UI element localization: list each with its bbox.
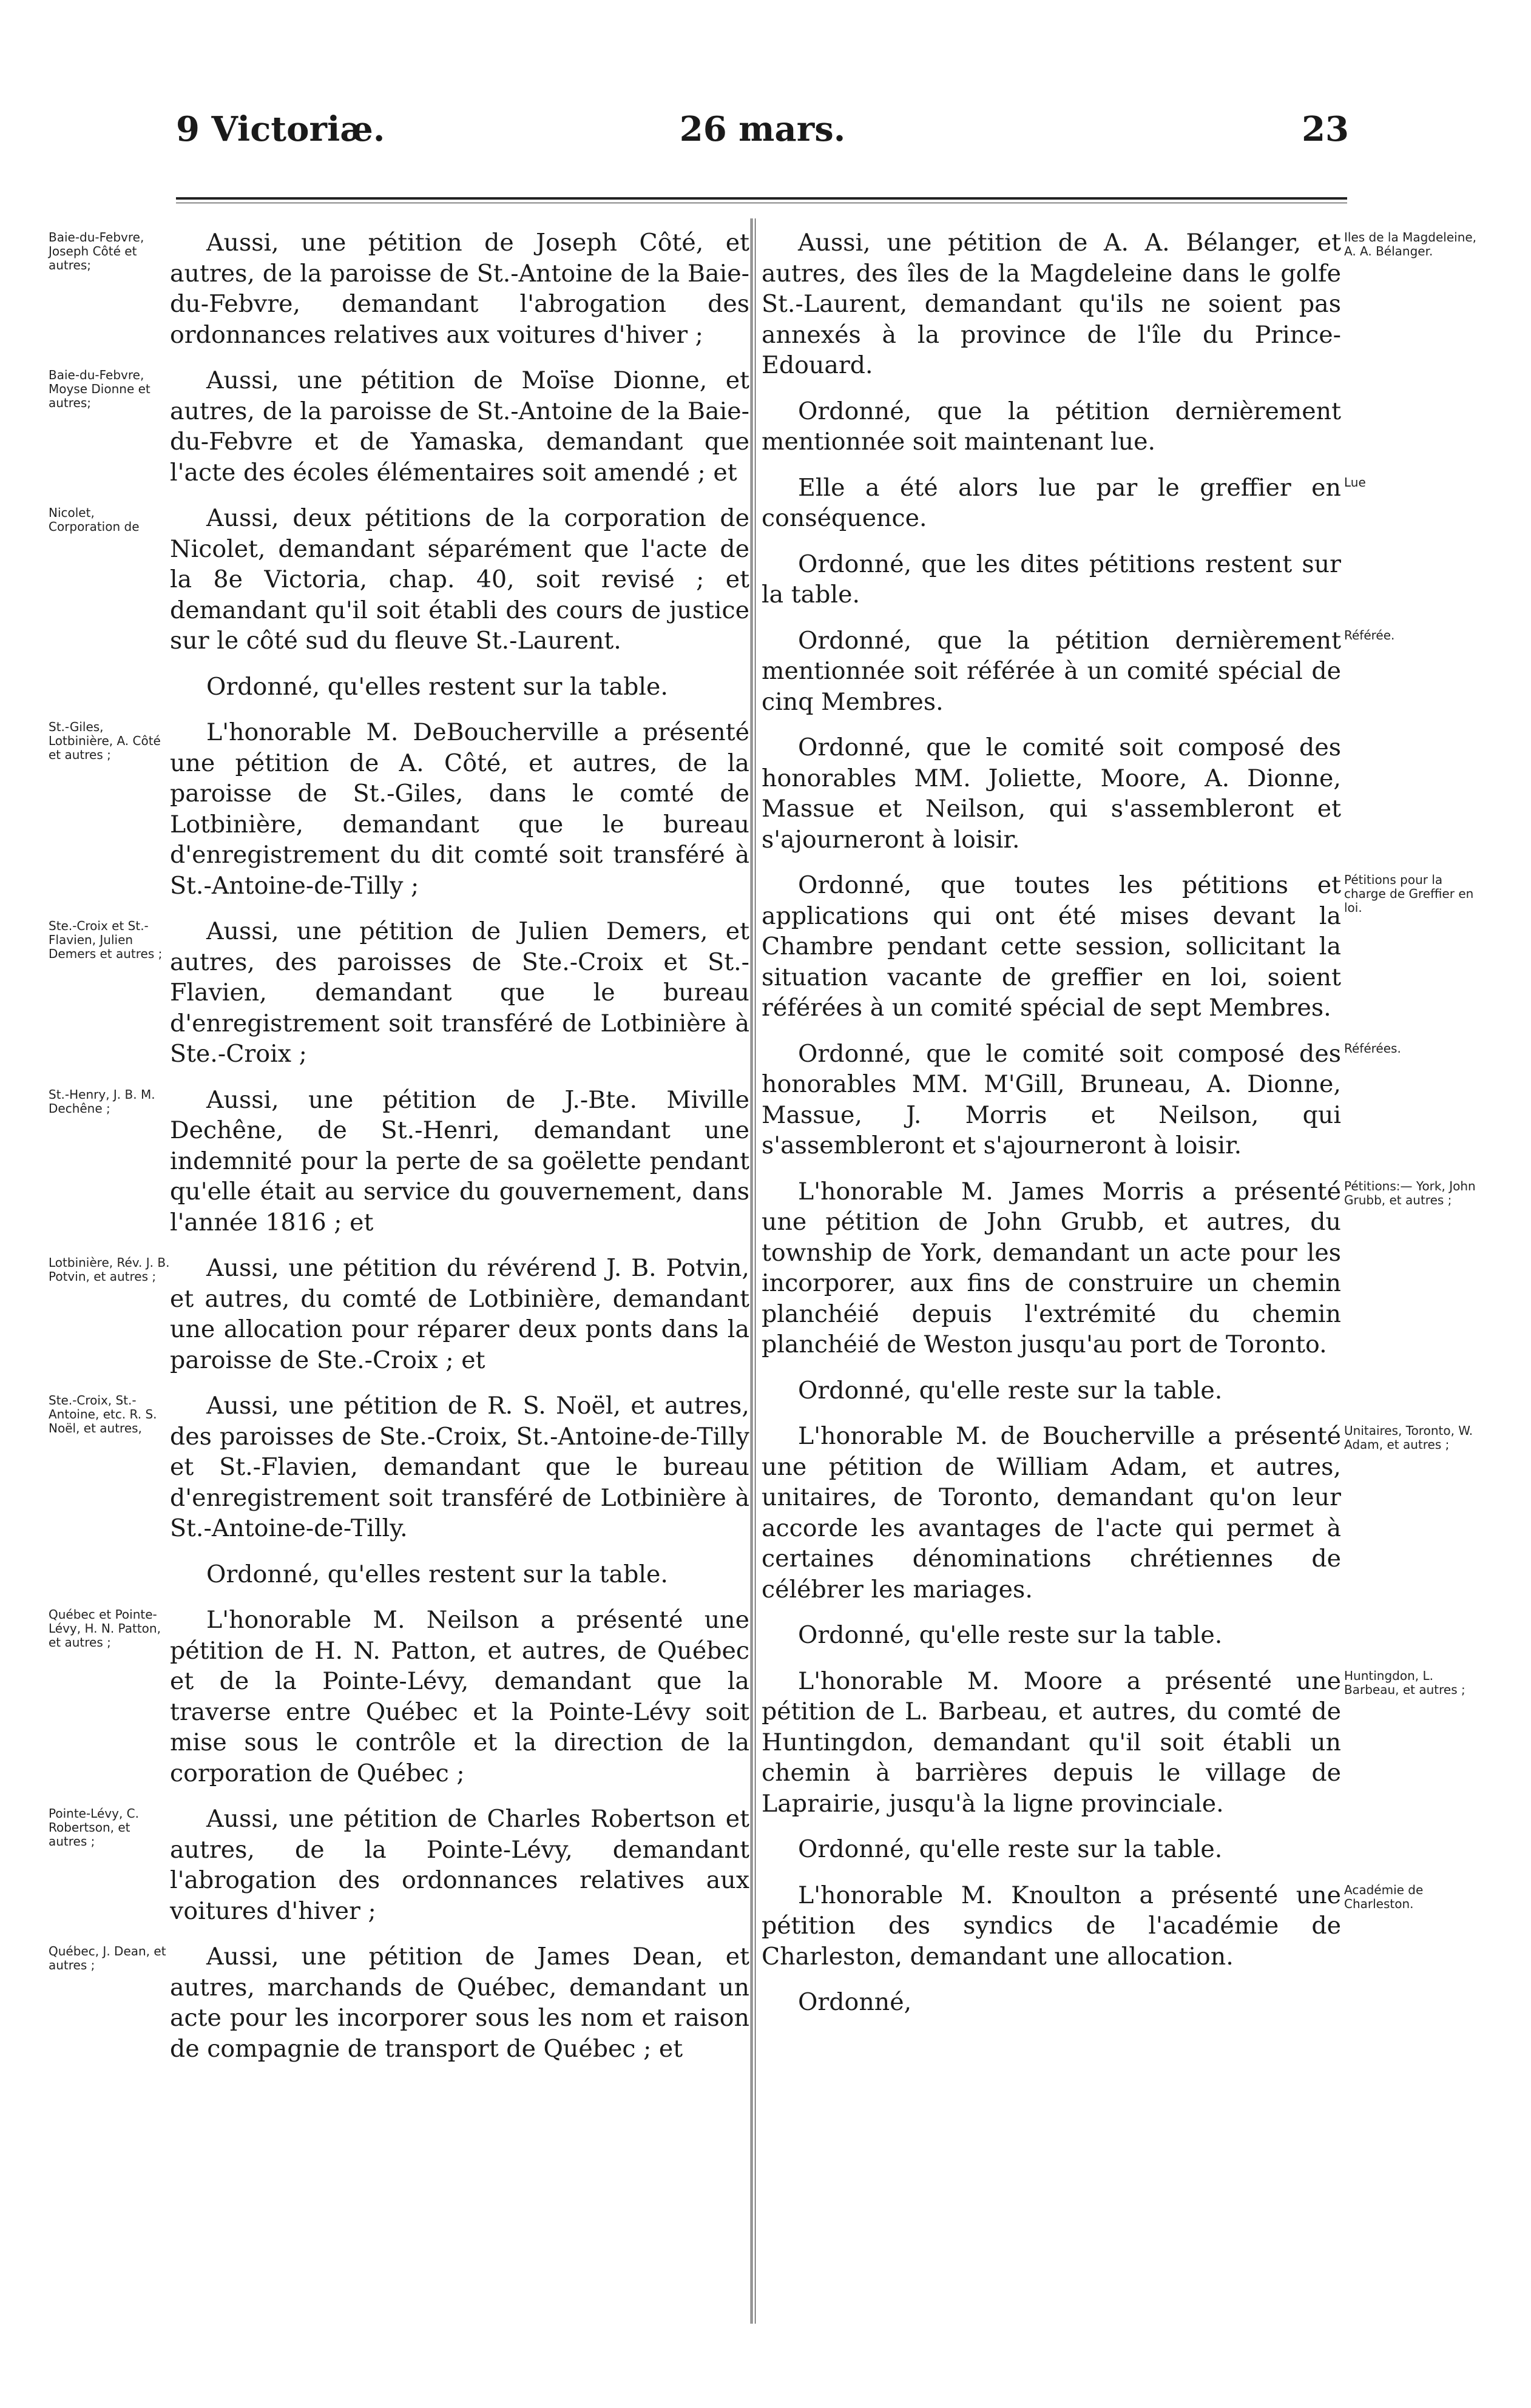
paragraph-text: Aussi, une pétition de Joseph Côté, et autres, de la paroisse de St.-Antoine de la Baie-du-Febvre, demandant l'abrogation des ordonnances relatives aux voitures d'hiver ; (170, 229, 749, 349)
paragraph-text: Aussi, une pétition de James Dean, et autres, marchands de Québec, demandant un acte pour les incorporer sous les nom et raison de compagnie de transport de Québec ; et (170, 1943, 749, 2063)
margin-note: Ste.-Croix, St.-Antoine, etc. R. S. Noël, et autres, (49, 1393, 157, 1435)
margin-note: Lue (1344, 475, 1366, 490)
right-paragraph (762, 1987, 1341, 2018)
paragraph-text: Aussi, une pétition de A. A. Bélanger, et autres, des îles de la Magdeleine dans le golfe St.-Laurent, demandant qu'ils ne soient pas annexés à la province de l'île du Prince-Edouard. (762, 229, 1341, 379)
left-paragraph (170, 1559, 749, 1590)
left-paragraph (170, 1391, 749, 1544)
header-left: 9 Victoriæ. (176, 109, 385, 149)
margin-note: St.-Giles, Lotbinière, A. Côté et autres ; (49, 720, 161, 762)
left-paragraph (170, 1941, 749, 2064)
paragraph-text: Ordonné, (798, 1988, 912, 2016)
margin-note: Huntingdon, L. Barbeau, et autres ; (1344, 1668, 1465, 1697)
paragraph-text: Ordonné, que la pétition dernièrement mentionnée soit référée à un comité spécial de cinq Membres. (762, 626, 1341, 716)
left-paragraph (170, 1085, 749, 1238)
right-paragraph (762, 549, 1341, 610)
paragraph-text: Aussi, une pétition de J.-Bte. Miville Dechêne, de St.-Henri, demandant une indemnité pour la perte de sa goëlette pendant qu'elle était au service du gouvernement, dans l'année 1816 ; et (170, 1085, 749, 1236)
paragraph-text: Ordonné, que le comité soit composé des honorables MM. Joliette, Moore, A. Dionne, Massue et Neilson, qui s'assembleront et s'ajourneront à loisir. (762, 734, 1341, 854)
right-paragraph (762, 396, 1341, 457)
left-paragraph (170, 717, 749, 901)
paragraph-text: Aussi, une pétition de Julien Demers, et autres, des paroisses de Ste.-Croix et St.-Flavien, demandant que le bureau d'enregistrement soit transféré de Lotbinière à Ste.-Croix ; (170, 917, 749, 1068)
left-paragraph (170, 916, 749, 1070)
right-paragraph (762, 732, 1341, 855)
header-center: 26 mars. (679, 109, 846, 149)
paragraph-text: L'honorable M. Moore a présenté une pétition de L. Barbeau, et autres, du comté de Huntingdon, demandant qu'il soit établi un chemin à barrières depuis le village de Laprairie, jusqu'à la ligne provinciale. (762, 1667, 1341, 1818)
paragraph-text: Ordonné, que les dites pétitions restent sur la table. (762, 550, 1341, 609)
left-paragraph (170, 672, 749, 703)
margin-note: Baie-du-Febvre, Moyse Dionne et autres; (49, 368, 150, 410)
right-paragraph (762, 1834, 1341, 1865)
paragraph-text: L'honorable M. DeBoucherville a présenté une pétition de A. Côté, et autres, de la paroisse de St.-Giles, dans le comté de Lotbinière, demandant que le bureau d'enregistrement du dit comté soit transféré à St.-Antoine-de-Tilly ; (170, 718, 749, 900)
right-paragraph (762, 1620, 1341, 1651)
margin-note: Baie-du-Febvre, Joseph Côté et autres; (49, 230, 144, 272)
margin-note: Référée. (1344, 628, 1395, 642)
left-paragraph (170, 503, 749, 656)
paragraph-text: Ordonné, que la pétition dernièrement mentionnée soit maintenant lue. (762, 397, 1341, 456)
right-paragraph (762, 473, 1341, 534)
margin-note: Lotbinière, Rév. J. B. Potvin, et autres ; (49, 1255, 170, 1284)
left-paragraph (170, 365, 749, 488)
margin-note: Ste.-Croix et St.-Flavien, Julien Demers et autres ; (49, 919, 163, 961)
paragraph-text: L'honorable M. de Boucherville a présenté une pétition de William Adam, et autres, unitaires, de Toronto, demandant qu'on leur accorde les avantages de l'acte qui permet à certaines dénominations chrétiennes de célébrer les mariages. (762, 1422, 1341, 1604)
right-paragraph (762, 228, 1341, 381)
left-paragraph (170, 1253, 749, 1375)
left-column (170, 228, 749, 2079)
paragraph-text: Ordonné, qu'elle reste sur la table. (798, 1621, 1223, 1649)
right-paragraph (762, 1421, 1341, 1605)
margin-note: Référées. (1344, 1041, 1401, 1056)
margin-note: Unitaires, Toronto, W. Adam, et autres ; (1344, 1423, 1473, 1452)
margin-note: Nicolet, Corporation de (49, 505, 140, 534)
paragraph-text: Ordonné, que le comité soit composé des honorables MM. M'Gill, Bruneau, A. Dionne, Massue, J. Morris et Neilson, qui s'assembleront et s'ajourneront à loisir. (762, 1039, 1341, 1159)
margin-note: Pétitions pour la charge de Greffier en loi. (1344, 872, 1474, 915)
right-paragraph (762, 1375, 1341, 1406)
paragraph-text: Aussi, une pétition de Charles Robertson et autres, de la Pointe-Lévy, demandant l'abrogation des ordonnances relatives aux voitures d'hiver ; (170, 1805, 749, 1925)
margin-note: Québec, J. Dean, et autres ; (49, 1944, 166, 1972)
margin-note: Iles de la Magdeleine, A. A. Bélanger. (1344, 230, 1477, 258)
left-paragraph (170, 1804, 749, 1926)
paragraph-text: L'honorable M. Neilson a présenté une pétition de H. N. Patton, et autres, de Québec et de la Pointe-Lévy, demandant que la traverse entre Québec et la Pointe-Lévy soit mise sous le contrôle et la direction de la corporation de Québec ; (170, 1606, 749, 1787)
paragraph-text: Ordonné, qu'elle reste sur la table. (798, 1376, 1223, 1405)
column-divider (751, 218, 755, 2324)
margin-note: Académie de Charleston. (1344, 1883, 1424, 1911)
paragraph-text: Aussi, deux pétitions de la corporation de Nicolet, demandant séparément que l'acte de la 8e Victoria, chap. 40, soit revisé ; et demandant qu'il soit établi des cours de justice sur le côté sud du fleuve St.-Laurent. (170, 504, 749, 655)
right-column (762, 228, 1341, 2033)
left-paragraph (170, 228, 749, 350)
right-paragraph (762, 1666, 1341, 1819)
right-paragraph (762, 1880, 1341, 1972)
paragraph-text: Ordonné, qu'elles restent sur la table. (206, 1560, 668, 1588)
margin-note: Québec et Pointe-Lévy, H. N. Patton, et autres ; (49, 1607, 161, 1650)
paragraph-text: Aussi, une pétition du révérend J. B. Potvin, et autres, du comté de Lotbinière, demandant une allocation pour réparer deux ponts dans la paroisse de Ste.-Croix ; et (170, 1254, 749, 1374)
page-number: 23 (1302, 109, 1349, 149)
paragraph-text: Elle a été alors lue par le greffier en conséquence. (762, 473, 1341, 532)
header-rule (176, 197, 1347, 200)
paragraph-text: L'honorable M. James Morris a présenté une pétition de John Grubb, et autres, du township de York, demandant un acte pour les incorporer, aux fins de construire un chemin planchéié depuis l'extrémité du chemin planchéié de Weston jusqu'au port de Toronto. (762, 1177, 1341, 1358)
paragraph-text: Ordonné, qu'elle reste sur la table. (798, 1835, 1223, 1863)
paragraph-text: L'honorable M. Knoulton a présenté une pétition des syndics de l'académie de Charleston, demandant une allocation. (762, 1881, 1341, 1971)
left-paragraph (170, 1605, 749, 1789)
margin-note: Pétitions:— York, John Grubb, et autres ; (1344, 1179, 1476, 1207)
paragraph-text: Ordonné, qu'elles restent sur la table. (206, 672, 668, 701)
paragraph-text: Aussi, une pétition de R. S. Noël, et autres, des paroisses de Ste.-Croix, St.-Antoine-de-Tilly et St.-Flavien, demandant que le bureau d'enregistrement soit transféré de Lotbinière à St.-Antoine-de-Tilly. (170, 1392, 749, 1542)
right-paragraph (762, 1176, 1341, 1360)
page-header (176, 109, 1349, 164)
paragraph-text: Ordonné, que toutes les pétitions et applications qui ont été mises devant la Chambre pendant cette session, sollicitant la situation vacante de greffier en loi, soient référées à un comité spécial de sept Membres. (762, 871, 1341, 1022)
paragraph-text: Aussi, une pétition de Moïse Dionne, et autres, de la paroisse de St.-Antoine de la Baie-du-Febvre et de Yamaska, demandant que l'acte des écoles élémentaires soit amendé ; et (170, 366, 749, 487)
margin-note: Pointe-Lévy, C. Robertson, et autres ; (49, 1806, 139, 1849)
right-paragraph (762, 1039, 1341, 1161)
right-paragraph (762, 870, 1341, 1024)
right-paragraph (762, 626, 1341, 718)
margin-note: St.-Henry, J. B. M. Dechêne ; (49, 1087, 155, 1116)
